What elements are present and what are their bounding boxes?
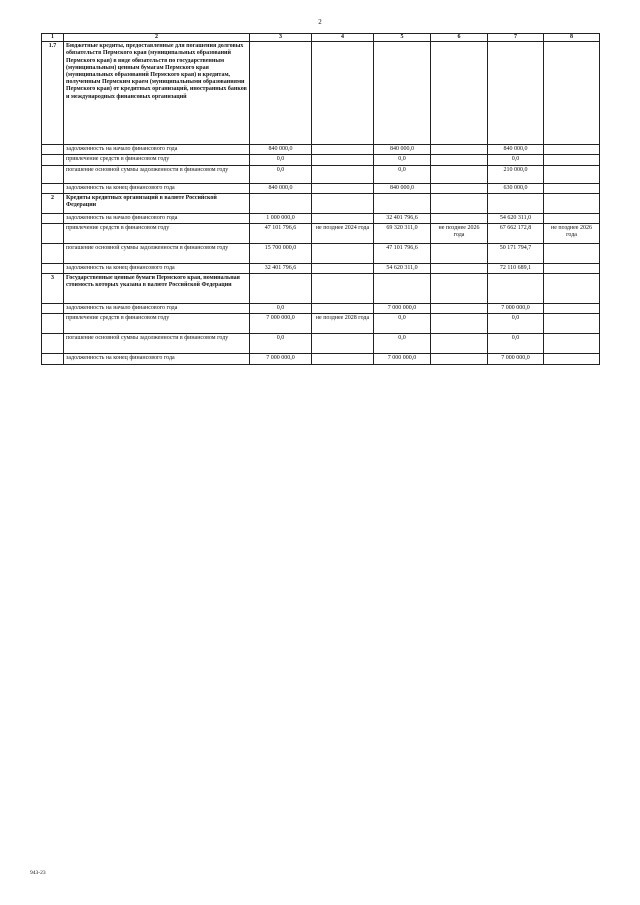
cell-col8: [544, 183, 600, 193]
cell-col7: 840 000,0: [488, 145, 544, 155]
cell-col8: [544, 155, 600, 165]
cell-col6: [431, 193, 488, 213]
row-number: 1.7: [42, 42, 64, 145]
row-label: задолженность на конец финансового года: [64, 263, 250, 273]
cell-col4: не позднее 2028 года: [312, 314, 374, 334]
cell-col5: 0,0: [374, 165, 431, 183]
cell-col4: [312, 42, 374, 145]
row-label: задолженность на конец финансового года: [64, 183, 250, 193]
row-label: погашение основной суммы задолженности в финансовом году: [64, 243, 250, 263]
cell-col8: [544, 334, 600, 354]
row-label: погашение основной суммы задолженности в финансовом году: [64, 165, 250, 183]
cell-col6: [431, 213, 488, 223]
row-label: задолженность на начало финансового года: [64, 145, 250, 155]
cell-col4: [312, 165, 374, 183]
row-label: задолженность на начало финансового года: [64, 304, 250, 314]
cell-col7: 7 000 000,0: [488, 304, 544, 314]
row-number: [42, 223, 64, 243]
cell-col7: 54 620 311,0: [488, 213, 544, 223]
cell-col4: [312, 193, 374, 213]
cell-col5: 0,0: [374, 155, 431, 165]
row-label: задолженность на конец финансового года: [64, 354, 250, 364]
row-number: [42, 263, 64, 273]
cell-col3: 0,0: [250, 165, 312, 183]
row-label: погашение основной суммы задолженности в финансовом году: [64, 334, 250, 354]
header-cell: 4: [312, 34, 374, 42]
cell-col3: 840 000,0: [250, 183, 312, 193]
cell-col5: 32 401 796,6: [374, 213, 431, 223]
cell-col6: [431, 165, 488, 183]
row-number: [42, 145, 64, 155]
cell-col6: [431, 314, 488, 334]
cell-col3: [250, 42, 312, 145]
cell-col3: 32 401 796,6: [250, 263, 312, 273]
table-row: [42, 354, 600, 364]
table-row: [42, 243, 600, 263]
cell-col8: [544, 243, 600, 263]
header-cell: 1: [42, 34, 64, 42]
row-label: задолженность на начало финансового года: [64, 213, 250, 223]
header-cell: 5: [374, 34, 431, 42]
table-body: [42, 42, 600, 364]
table-row: [42, 223, 600, 243]
row-label: Государственные ценные бумаги Пермского края, номинальная стоимость которых указана в валюте Российской Федерации: [64, 274, 250, 304]
cell-col4: [312, 354, 374, 364]
cell-col5: 54 620 311,0: [374, 263, 431, 273]
cell-col3: 0,0: [250, 334, 312, 354]
cell-col5: 7 000 000,0: [374, 354, 431, 364]
header-cell: 2: [64, 34, 250, 42]
cell-col7: [488, 42, 544, 145]
row-number: [42, 165, 64, 183]
table-row: [42, 183, 600, 193]
cell-col6: [431, 334, 488, 354]
cell-col4: [312, 155, 374, 165]
cell-col3: 47 101 796,6: [250, 223, 312, 243]
cell-col3: 0,0: [250, 155, 312, 165]
cell-col5: 47 101 796,6: [374, 243, 431, 263]
financial-table: [41, 33, 600, 365]
row-number: [42, 213, 64, 223]
cell-col4: [312, 213, 374, 223]
row-label: привлечение средств в финансовом году: [64, 223, 250, 243]
cell-col7: 72 110 689,1: [488, 263, 544, 273]
header-cell: 3: [250, 34, 312, 42]
cell-col3: 1 000 000,0: [250, 213, 312, 223]
table-row: [42, 334, 600, 354]
cell-col3: 0,0: [250, 304, 312, 314]
table-row: [42, 274, 600, 304]
table-row: [42, 145, 600, 155]
cell-col6: [431, 263, 488, 273]
cell-col7: [488, 274, 544, 304]
row-label: привлечение средств в финансовом году: [64, 155, 250, 165]
cell-col7: 0,0: [488, 155, 544, 165]
row-label: Кредиты кредитных организаций в валюте Российской Федерации: [64, 193, 250, 213]
header-cell: 6: [431, 34, 488, 42]
cell-col8: [544, 193, 600, 213]
cell-col8: [544, 213, 600, 223]
cell-col7: 0,0: [488, 314, 544, 334]
table-row: [42, 165, 600, 183]
cell-col4: [312, 274, 374, 304]
table-row: [42, 304, 600, 314]
cell-col5: 7 000 000,0: [374, 304, 431, 314]
cell-col5: [374, 42, 431, 145]
cell-col3: 840 000,0: [250, 145, 312, 155]
cell-col5: [374, 274, 431, 304]
cell-col7: 7 000 000,0: [488, 354, 544, 364]
cell-col4: не позднее 2024 года: [312, 223, 374, 243]
page-number: 2: [318, 18, 322, 26]
cell-col6: [431, 243, 488, 263]
cell-col6: [431, 42, 488, 145]
cell-col3: [250, 274, 312, 304]
row-number: [42, 243, 64, 263]
row-label: привлечение средств в финансовом году: [64, 314, 250, 334]
table-row: [42, 314, 600, 334]
cell-col7: [488, 193, 544, 213]
table-row: [42, 155, 600, 165]
cell-col7: 0,0: [488, 334, 544, 354]
cell-col8: [544, 145, 600, 155]
cell-col8: [544, 263, 600, 273]
table-row: [42, 42, 600, 145]
cell-col8: [544, 314, 600, 334]
cell-col3: 15 700 000,0: [250, 243, 312, 263]
cell-col8: [544, 304, 600, 314]
cell-col4: [312, 183, 374, 193]
row-number: [42, 304, 64, 314]
cell-col5: 69 320 311,0: [374, 223, 431, 243]
cell-col8: [544, 165, 600, 183]
header-cell: 8: [544, 34, 600, 42]
cell-col7: 630 000,0: [488, 183, 544, 193]
cell-col4: [312, 263, 374, 273]
cell-col5: 0,0: [374, 334, 431, 354]
table-row: [42, 263, 600, 273]
cell-col3: [250, 193, 312, 213]
cell-col3: 7 000 000,0: [250, 314, 312, 334]
cell-col8: [544, 42, 600, 145]
cell-col4: [312, 145, 374, 155]
cell-col5: [374, 193, 431, 213]
cell-col6: [431, 274, 488, 304]
cell-col6: [431, 145, 488, 155]
cell-col8: [544, 354, 600, 364]
row-number: [42, 354, 64, 364]
cell-col6: [431, 183, 488, 193]
cell-col4: [312, 334, 374, 354]
table-row: [42, 213, 600, 223]
cell-col5: 840 000,0: [374, 145, 431, 155]
cell-col8: [544, 274, 600, 304]
cell-col6: [431, 354, 488, 364]
table-row: [42, 193, 600, 213]
cell-col8: не позднее 2026 года: [544, 223, 600, 243]
cell-col4: [312, 243, 374, 263]
row-number: [42, 183, 64, 193]
row-number: [42, 314, 64, 334]
cell-col6: [431, 304, 488, 314]
cell-col7: 50 171 794,7: [488, 243, 544, 263]
header-cell: 7: [488, 34, 544, 42]
cell-col4: [312, 304, 374, 314]
cell-col5: 0,0: [374, 314, 431, 334]
row-number: 2: [42, 193, 64, 213]
row-label: Бюджетные кредиты, предоставленные для погашения долговых обязательств Пермского края (муниципальных образований Пермского края) в виде обязательств по государственным (муниципальным) ценным бумагам Пермского края (муниципальных образований Пермского края) и кредитам, полученным Пермским краем (муниципальными образованиями Пермского края) от кредитных организаций, иностранных банков и международных финансовых организаций: [64, 42, 250, 145]
cell-col7: 67 662 172,8: [488, 223, 544, 243]
row-number: 3: [42, 274, 64, 304]
row-number: [42, 334, 64, 354]
header-row: [42, 34, 600, 42]
footer-code: 943-23: [30, 870, 46, 876]
cell-col5: 840 000,0: [374, 183, 431, 193]
cell-col3: 7 000 000,0: [250, 354, 312, 364]
row-number: [42, 155, 64, 165]
cell-col7: 210 000,0: [488, 165, 544, 183]
cell-col6: не позднее 2026 года: [431, 223, 488, 243]
cell-col6: [431, 155, 488, 165]
